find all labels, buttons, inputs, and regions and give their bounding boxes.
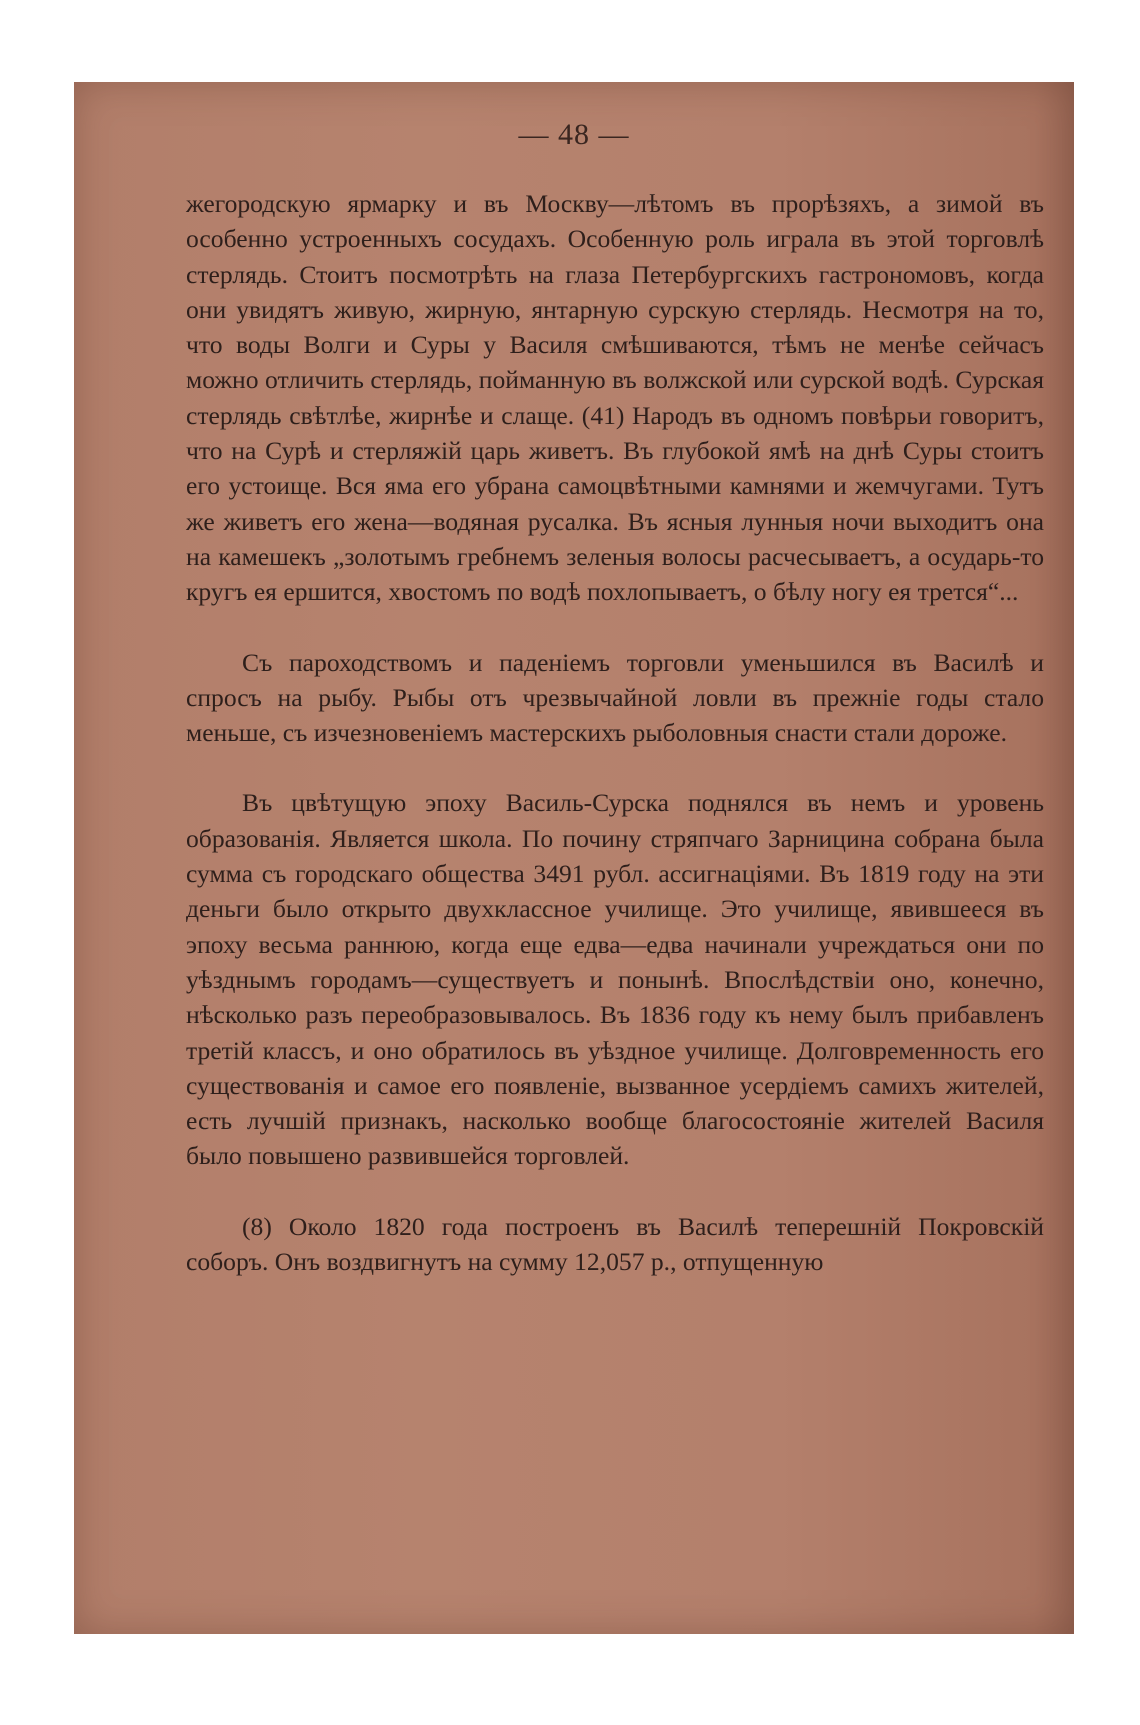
paragraph-2: Съ пароходствомъ и паденіемъ торговли уменьшился въ Василѣ и спросъ на рыбу. Рыбы отъ чрезвычайной ловли въ прежніе годы стало меньше, съ изчезновеніемъ мастерскихъ рыболовныя снасти стали дороже. [186,647,1044,748]
paragraph-3: Въ цвѣтущую эпоху Василь-Сурска поднялся въ немъ и уровень образованія. Является школа. По почину стряпчаго Зарницина собрана была сумма съ городскаго общества 3491 рубл. ассигнаціями. Въ 1819 году на эти деньги было открыто двухклассное училище. Это училище, явившееся въ эпоху весьма раннюю, когда еще едва—едва начинали учреждаться они по уѣзднымъ городамъ—существуетъ и понынѣ. Впослѣдствіи оно, конечно, нѣсколько разъ переобразовывалось. Въ 1836 году къ нему былъ прибавленъ третій классъ, и оно обратилось въ уѣздное училище. Долговременность его существованія и самое его появленіе, вызванное усердіемъ самихъ жителей, есть лучшій признакъ, насколько вообще благосостояніе жителей Василя было повышено развившейся торговлей. [186,788,1044,1171]
book-page [74,82,1074,1634]
page-text [186,186,1044,1279]
paragraph-4: (8) Около 1820 года построенъ въ Василѣ теперешній Покровскій соборъ. Онъ воздвигнутъ на сумму 12,057 р., отпущенную [186,1211,1044,1277]
page-number: — 48 — [518,118,630,151]
paragraph-1: жегородскую ярмарку и въ Москву—лѣтомъ въ прорѣзяхъ, а зимой въ особенно устроенныхъ сосудахъ. Особенную роль играла въ этой торговлѣ стерлядь. Стоитъ посмотрѣть на глаза Петербургскихъ гастрономовъ, когда они увидятъ живую, жирную, янтарную сурскую стерлядь. Несмотря на то, что воды Волги и Суры у Василя смѣшиваются, тѣмъ не менѣе сейчасъ можно отличить стерлядь, пойманную въ волжской или сурской водѣ. Сурская стерлядь свѣтлѣе, жирнѣе и слаще. (41) Народъ въ одномъ повѣрьи говоритъ, что на Сурѣ и стерляжій царь живетъ. Въ глубокой ямѣ на днѣ Суры стоитъ его устоище. Вся яма его убрана самоцвѣтными камнями и жемчугами. Тутъ же живетъ его жена—водяная русалка. Въ ясныя лунныя ночи выходитъ она на камешекъ „золотымъ гребнемъ зеленыя волосы расчесываетъ, а осударь-то кругъ ея ершится, хвостомъ по водѣ похлопываетъ, о бѣлу ногу ея трется“... [186,189,1044,607]
